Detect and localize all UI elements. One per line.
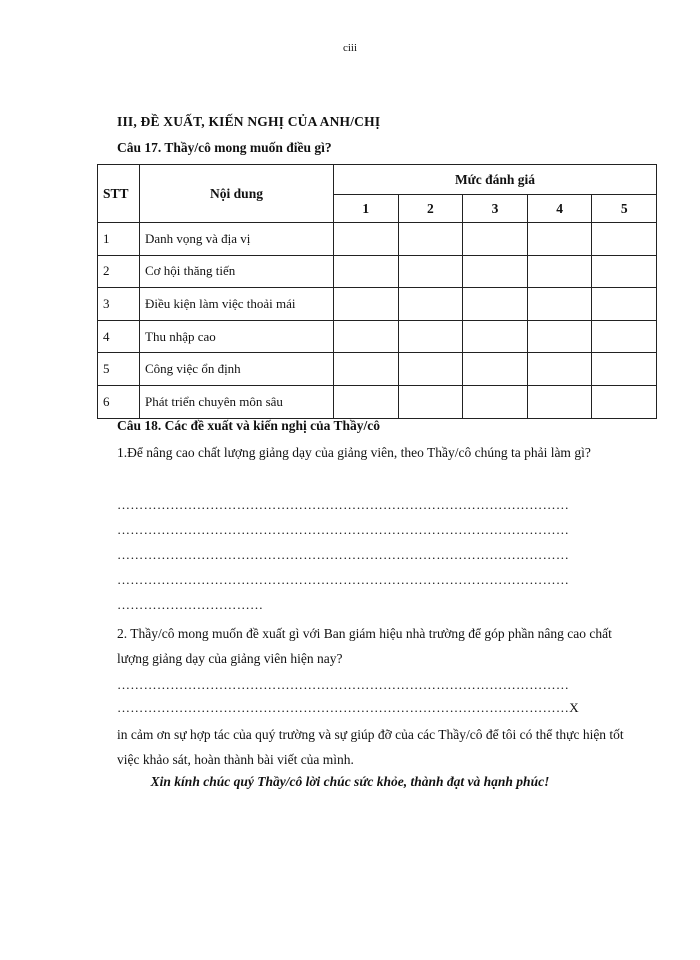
question-18-item-2: 2. Thầy/cô mong muốn đề xuất gì với Ban giám hiệu nhà trường để góp phần nâng cao chất lượng giảng dạy của giảng viên hiện nay?	[117, 626, 612, 666]
answer-line[interactable]: ……………………………	[117, 597, 264, 612]
rating-cell[interactable]	[398, 353, 463, 386]
question-18-heading: Câu 18. Các đề xuất và kiến nghị của Thầy/cô	[117, 418, 381, 433]
row-stt: 1	[98, 223, 140, 256]
rating-cell[interactable]	[463, 320, 528, 353]
rating-cell[interactable]	[527, 255, 592, 288]
header-content: Nội dung	[140, 165, 334, 223]
scale-5: 5	[592, 195, 657, 223]
rating-cell[interactable]	[527, 320, 592, 353]
answer-line[interactable]: …………………………………………………………………………………………	[117, 677, 570, 692]
rating-cell[interactable]	[334, 385, 399, 418]
rating-cell[interactable]	[398, 288, 463, 321]
rating-cell[interactable]	[398, 320, 463, 353]
table-row	[98, 385, 657, 418]
row-content: Thu nhập cao	[140, 320, 334, 353]
scale-4: 4	[527, 195, 592, 223]
rating-cell[interactable]	[527, 385, 592, 418]
header-rating: Mức đánh giá	[334, 165, 657, 195]
row-stt: 3	[98, 288, 140, 321]
table-row	[98, 255, 657, 288]
row-content: Điều kiện làm việc thoải mái	[140, 288, 334, 321]
thanks-paragraph: in cảm ơn sự hợp tác của quý trường và sự giúp đỡ của các Thầy/cô để tôi có thể thực hiện tốt việc khảo sát, hoàn thành bài viết của mình.	[117, 727, 624, 767]
rating-cell[interactable]	[463, 255, 528, 288]
question-18-item-1: 1.Để nâng cao chất lượng giảng dạy của giảng viên, theo Thầy/cô chúng ta phải làm gì?	[117, 445, 591, 460]
rating-cell[interactable]	[334, 320, 399, 353]
row-stt: 4	[98, 320, 140, 353]
rating-cell[interactable]	[592, 223, 657, 256]
closing-greeting: Xin kính chúc quý Thầy/cô lời chúc sức khỏe, thành đạt và hạnh phúc!	[150, 774, 550, 789]
rating-cell[interactable]	[334, 255, 399, 288]
table-row	[98, 223, 657, 256]
row-content: Phát triển chuyên môn sâu	[140, 385, 334, 418]
answer-line[interactable]: …………………………………………………………………………………………	[117, 547, 570, 562]
answer-line[interactable]: …………………………………………………………………………………………X	[117, 700, 579, 715]
page-number: ciii	[342, 42, 358, 54]
rating-cell[interactable]	[527, 288, 592, 321]
rating-cell[interactable]	[527, 353, 592, 386]
rating-cell[interactable]	[463, 385, 528, 418]
rating-cell[interactable]	[334, 223, 399, 256]
rating-cell[interactable]	[398, 385, 463, 418]
question-17-heading: Câu 17. Thầy/cô mong muốn điều gì?	[117, 140, 332, 155]
scale-2: 2	[398, 195, 463, 223]
row-content: Danh vọng và địa vị	[140, 223, 334, 256]
rating-table	[97, 164, 657, 419]
table-row	[98, 320, 657, 353]
rating-cell[interactable]	[592, 353, 657, 386]
rating-cell[interactable]	[334, 288, 399, 321]
rating-cell[interactable]	[398, 223, 463, 256]
row-content: Công việc ổn định	[140, 353, 334, 386]
rating-cell[interactable]	[398, 255, 463, 288]
scale-3: 3	[463, 195, 528, 223]
answer-line[interactable]: …………………………………………………………………………………………	[117, 522, 570, 537]
header-stt: STT	[98, 165, 140, 223]
rating-cell[interactable]	[463, 223, 528, 256]
rating-cell[interactable]	[527, 223, 592, 256]
row-content: Cơ hội thăng tiến	[140, 255, 334, 288]
table-row	[98, 288, 657, 321]
scale-1: 1	[334, 195, 399, 223]
rating-cell[interactable]	[592, 320, 657, 353]
rating-cell[interactable]	[592, 288, 657, 321]
rating-cell[interactable]	[463, 288, 528, 321]
answer-line[interactable]: …………………………………………………………………………………………	[117, 572, 570, 587]
section-heading: III, ĐỀ XUẤT, KIẾN NGHỊ CỦA ANH/CHỊ	[117, 114, 381, 129]
row-stt: 5	[98, 353, 140, 386]
row-stt: 6	[98, 385, 140, 418]
rating-cell[interactable]	[592, 255, 657, 288]
row-stt: 2	[98, 255, 140, 288]
rating-cell[interactable]	[592, 385, 657, 418]
table-row	[98, 353, 657, 386]
answer-line[interactable]: …………………………………………………………………………………………	[117, 497, 570, 512]
rating-cell[interactable]	[463, 353, 528, 386]
rating-cell[interactable]	[334, 353, 399, 386]
